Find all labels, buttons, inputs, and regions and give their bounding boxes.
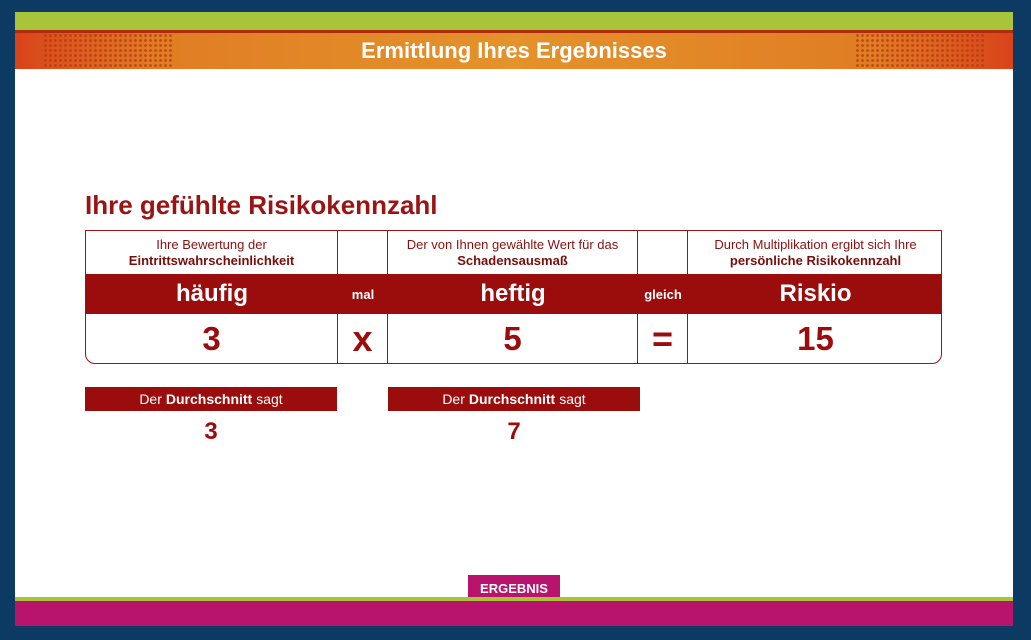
average-header-severity — [388, 387, 640, 411]
footer-bar — [15, 601, 1013, 626]
average-value-severity: 7 — [507, 418, 521, 445]
average-bold: Durchschnitt — [165, 391, 253, 407]
risk-desc-line1: Durch Multiplikation ergibt sich Ihre — [714, 236, 917, 252]
result-button[interactable]: ERGEBNIS — [468, 575, 560, 601]
risk-value: 15 — [797, 319, 834, 357]
probability-label: häufig — [86, 274, 338, 314]
probability-desc-line1: Ihre Bewertung der — [156, 236, 267, 252]
average-suffix: sagt — [559, 391, 586, 407]
average-prefix: Der — [139, 391, 162, 407]
severity-label: heftig — [388, 274, 638, 314]
operator-word-equals: gleich — [638, 274, 688, 314]
operator-word-multiply: mal — [338, 274, 388, 314]
average-bold: Durchschnitt — [468, 391, 556, 407]
severity-desc-line1: Der von Ihnen gewählte Wert für das — [406, 236, 619, 252]
section-heading: Ihre gefühlte Risikokennzahl — [85, 190, 438, 220]
risk-desc-line2: persönliche Risikokennzahl — [729, 252, 902, 268]
risk-calculation-table — [85, 230, 942, 364]
title-bar — [15, 33, 1013, 69]
app-frame — [15, 12, 1013, 626]
probability-desc-line2: Eintrittswahrscheinlichkeit — [128, 252, 295, 268]
top-accent-stripe — [15, 12, 1013, 30]
risk-description — [688, 231, 942, 274]
severity-description — [388, 231, 638, 274]
risk-label: Riskio — [688, 274, 942, 314]
average-value-probability: 3 — [204, 418, 218, 445]
operator-spacer-1 — [338, 231, 388, 274]
equals-symbol: = — [638, 314, 688, 363]
operator-spacer-2 — [638, 231, 688, 274]
average-suffix: sagt — [256, 391, 283, 407]
page-title: Ermittlung Ihres Ergebnisses — [361, 38, 667, 63]
probability-description — [86, 231, 338, 274]
average-prefix: Der — [442, 391, 465, 407]
probability-value: 3 — [86, 314, 338, 363]
average-header-probability — [85, 387, 337, 411]
multiply-symbol: x — [338, 314, 388, 363]
severity-value: 5 — [388, 314, 638, 363]
severity-desc-line2: Schadensausmaß — [457, 252, 568, 268]
